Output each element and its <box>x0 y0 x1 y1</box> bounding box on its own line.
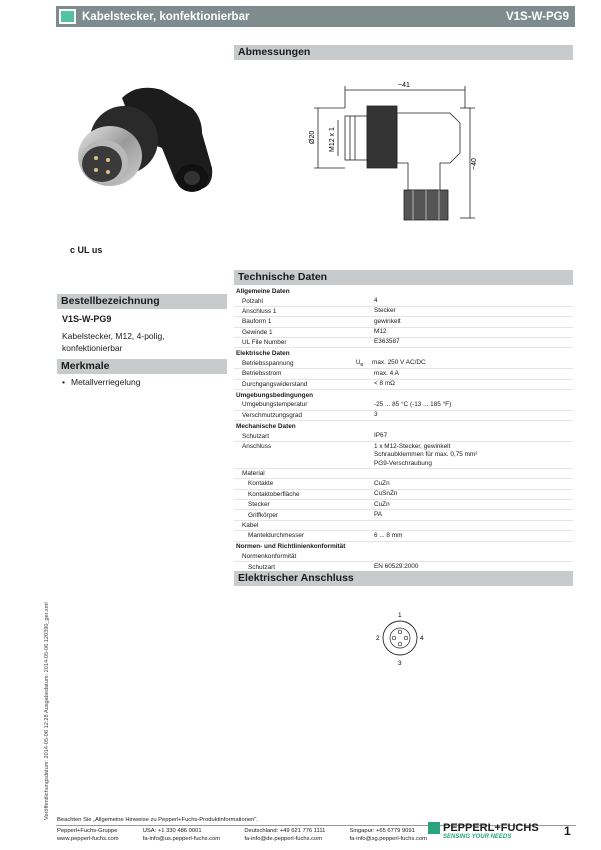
pin-outer-ring <box>383 621 417 655</box>
footer-web-link[interactable]: www.pepperl-fuchs.com <box>57 835 119 842</box>
tech-label: Umgebungstemperatur <box>242 401 308 409</box>
pin-1-label: 1 <box>398 612 402 619</box>
order-code: V1S-W-PG9 <box>62 314 112 324</box>
tech-label: UL File Number <box>242 339 287 347</box>
tech-value <box>374 501 573 509</box>
product-code: V1S-W-PG9 <box>505 10 569 23</box>
section-electrical: Elektrischer Anschluss <box>234 571 573 586</box>
tech-value-line: CuSnZn <box>374 490 398 498</box>
tech-row <box>234 431 573 441</box>
tech-value <box>374 532 573 540</box>
tech-group-heading: Allgemeine Daten <box>236 287 290 295</box>
order-description: Kabelstecker, M12, 4-polig, konfektionierbar <box>62 331 165 353</box>
section-features: Merkmale <box>57 359 227 374</box>
tech-row <box>234 411 573 421</box>
tech-label: Verschmutzungsgrad <box>242 411 303 419</box>
tech-value-line: max. 250 V AC/DC <box>372 359 426 367</box>
tech-label: Polzahl <box>242 297 263 305</box>
tech-value <box>374 563 573 571</box>
tech-label: Kontakte <box>248 480 274 488</box>
technical-data-table <box>234 286 573 573</box>
tech-symbol-main: U <box>356 359 361 366</box>
tech-value <box>374 411 573 419</box>
tech-group-heading: Normen- und Richtlinienkonformität <box>236 543 346 551</box>
tech-label: Kontaktoberfläche <box>248 490 300 498</box>
tech-value-line: EN 60529:2000 <box>374 562 419 570</box>
dim-height-label: ~40 <box>471 158 478 170</box>
tech-group-heading: Elektrische Daten <box>236 350 290 358</box>
tech-row <box>234 400 573 410</box>
footer-contacts <box>57 828 427 843</box>
tech-value <box>374 490 573 498</box>
tech-label: Anschluss 1 <box>242 307 277 315</box>
tech-label: Betriebsspannung <box>242 359 294 367</box>
tech-label: Kabel <box>242 522 259 529</box>
tech-label: Stecker <box>248 501 270 509</box>
tech-value-line: CuZn <box>374 500 390 508</box>
tech-symbol-sub: B <box>360 362 364 368</box>
dim-diameter-label: Ø20 <box>309 130 316 144</box>
footer-usa-email[interactable]: fa-info@us.pepperl-fuchs.com <box>142 835 221 842</box>
tech-label: Schutzart <box>242 432 269 440</box>
tech-value-line: IP67 <box>374 431 388 439</box>
dim-thread-label: M12 x 1 <box>329 127 336 152</box>
section-order: Bestellbezeichnung <box>57 294 227 309</box>
tech-row <box>234 552 573 562</box>
tech-value-line: 6 ... 8 mm <box>374 531 403 539</box>
tech-label: Normenkonformität <box>242 553 297 561</box>
product-photo <box>62 78 222 208</box>
tech-value-line: gewinkelt <box>374 317 401 325</box>
pin-diagram <box>370 608 430 668</box>
tech-row <box>234 510 573 520</box>
tech-label: Gewinde 1 <box>242 328 273 336</box>
tech-label: Griffkörper <box>248 511 279 519</box>
dimension-drawing <box>300 78 480 228</box>
brand-square-icon <box>428 822 440 834</box>
page-title: Kabelstecker, konfektionierbar <box>82 10 250 23</box>
tech-value <box>374 443 573 468</box>
tech-value <box>374 338 573 346</box>
tech-value <box>374 370 573 378</box>
tech-row <box>234 369 573 379</box>
header-bar <box>56 6 575 27</box>
tech-value-line: max. 4 A <box>374 369 399 377</box>
tech-label: Durchgangswiderstand <box>242 380 308 388</box>
tech-value-line: Schraubklemmen für max. 0,75 mm² <box>374 451 478 459</box>
tech-value-line: 3 <box>374 411 378 419</box>
section-technical: Technische Daten <box>234 270 573 285</box>
tech-label: Manteldurchmesser <box>248 532 305 540</box>
tech-value <box>374 480 573 488</box>
tech-value <box>374 297 573 305</box>
footer-de-email[interactable]: fa-info@de.pepperl-fuchs.com <box>244 835 323 842</box>
tech-group-heading: Umgebungsbedingungen <box>236 391 314 399</box>
tech-value <box>374 307 573 315</box>
tech-row <box>234 531 573 541</box>
tech-label: Anschluss <box>242 442 272 450</box>
tech-row <box>234 317 573 327</box>
pin-4 <box>404 636 408 640</box>
pin-3 <box>398 642 402 646</box>
pin-1 <box>398 630 402 634</box>
tech-value-line: PG9-Verschraubung <box>374 459 432 467</box>
tech-value <box>374 318 573 326</box>
footer-group: Pepperl+Fuchs-Gruppe <box>57 828 118 834</box>
tech-row <box>234 469 573 479</box>
tech-row <box>234 442 573 469</box>
footer-usa-phone: USA: +1 330 486 0001 <box>142 828 202 834</box>
pin-inner-ring <box>390 628 410 648</box>
tech-row <box>234 479 573 489</box>
tech-row <box>234 490 573 500</box>
brand-name: PEPPERL+FUCHS <box>443 822 539 834</box>
tech-value-line: CuZn <box>374 479 390 487</box>
tech-row <box>234 296 573 306</box>
tech-row <box>234 359 573 369</box>
tech-value-line: -25 ... 85 °C (-13 ... 185 °F) <box>374 400 452 408</box>
tech-value <box>374 401 573 409</box>
brand-logo <box>428 822 539 840</box>
tech-label: Betriebsstrom <box>242 370 282 378</box>
page-number: 1 <box>564 824 571 838</box>
tech-label: Material <box>242 470 265 478</box>
tech-value-line: 1 x M12-Stecker, gewinkelt <box>374 442 451 450</box>
tech-value <box>374 511 573 519</box>
tech-label: Bauform 1 <box>242 318 272 326</box>
tech-value-line: M12 <box>374 328 387 336</box>
tech-value-line: PA <box>374 510 383 518</box>
brand-tagline: SENSING YOUR NEEDS <box>443 834 512 840</box>
dim-width-label: ~41 <box>398 82 410 89</box>
tech-value-line: E363587 <box>374 338 400 346</box>
tech-group-heading: Mechanische Daten <box>236 422 296 430</box>
footer-note: Beachten Sie „Allgemeine Hinweise zu Pepperl+Fuchs-Produktinformationen". <box>57 817 259 823</box>
tech-value <box>374 328 573 336</box>
pin-4-label: 4 <box>420 635 424 642</box>
tech-row <box>234 521 573 531</box>
tech-row <box>234 338 573 348</box>
publication-date-sidetext: Veröffentlichungsdatum: 2014-05-06 12:28 Ausgabedatum: 2014-05-06 120390_ger.xml <box>44 602 50 820</box>
section-dimensions: Abmessungen <box>234 45 573 60</box>
pin-3-label: 3 <box>398 660 402 667</box>
tech-value-line: Stecker <box>374 307 396 315</box>
tech-value <box>374 432 573 440</box>
tech-row <box>234 328 573 338</box>
feature-item: • Metallverriegelung <box>62 377 140 387</box>
tech-value <box>374 380 573 388</box>
pin-2 <box>392 636 396 640</box>
tech-value-line: < 8 mΩ <box>374 380 395 387</box>
pin-2-label: 2 <box>376 635 380 642</box>
tech-label: Schutzart <box>248 563 275 571</box>
tech-row <box>234 380 573 390</box>
footer-de-phone: Deutschland: +49 621 776 1111 <box>244 828 326 834</box>
ul-certification-mark: c UL us <box>70 245 103 255</box>
tech-value-line: 4 <box>374 296 378 304</box>
tech-row <box>234 307 573 317</box>
tech-row <box>234 500 573 510</box>
footer-sg-phone: Singapur: +65 6779 9091 <box>349 828 415 834</box>
tech-value <box>372 359 573 367</box>
footer-sg-email[interactable]: fa-info@sg.pepperl-fuchs.com <box>349 835 427 842</box>
header-logo-box <box>59 9 76 24</box>
